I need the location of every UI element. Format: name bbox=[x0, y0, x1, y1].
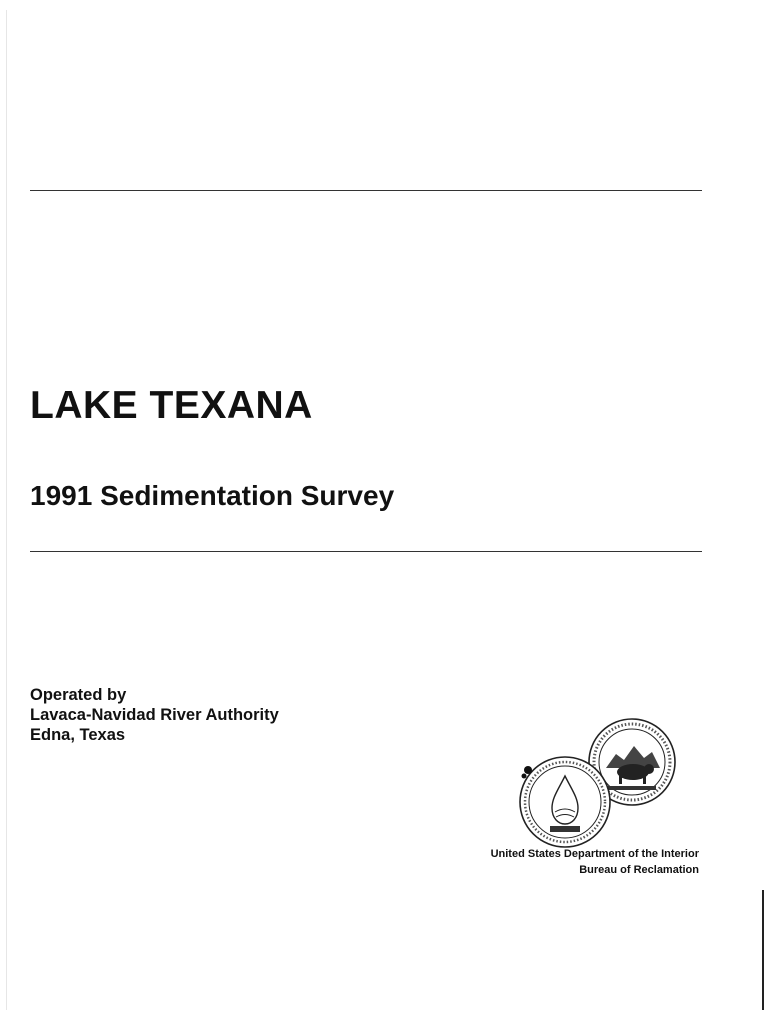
page-edge-left bbox=[6, 10, 7, 1010]
report-title: LAKE TEXANA bbox=[30, 384, 313, 427]
agency-department: United States Department of the Interior bbox=[490, 848, 699, 860]
top-rule bbox=[30, 190, 702, 191]
operator-block bbox=[30, 685, 279, 745]
operator-location: Edna, Texas bbox=[30, 726, 126, 744]
page-edge-right bbox=[762, 890, 764, 1010]
bureau-of-reclamation-seal-icon bbox=[520, 757, 610, 847]
agency-seals bbox=[510, 712, 680, 852]
agency-block bbox=[491, 846, 699, 878]
middle-rule bbox=[30, 551, 702, 552]
report-subtitle: 1991 Sedimentation Survey bbox=[30, 480, 395, 511]
agency-bureau: Bureau of Reclamation bbox=[579, 864, 699, 876]
operator-label: Operated by bbox=[30, 686, 127, 704]
operator-name: Lavaca-Navidad River Authority bbox=[30, 706, 279, 724]
